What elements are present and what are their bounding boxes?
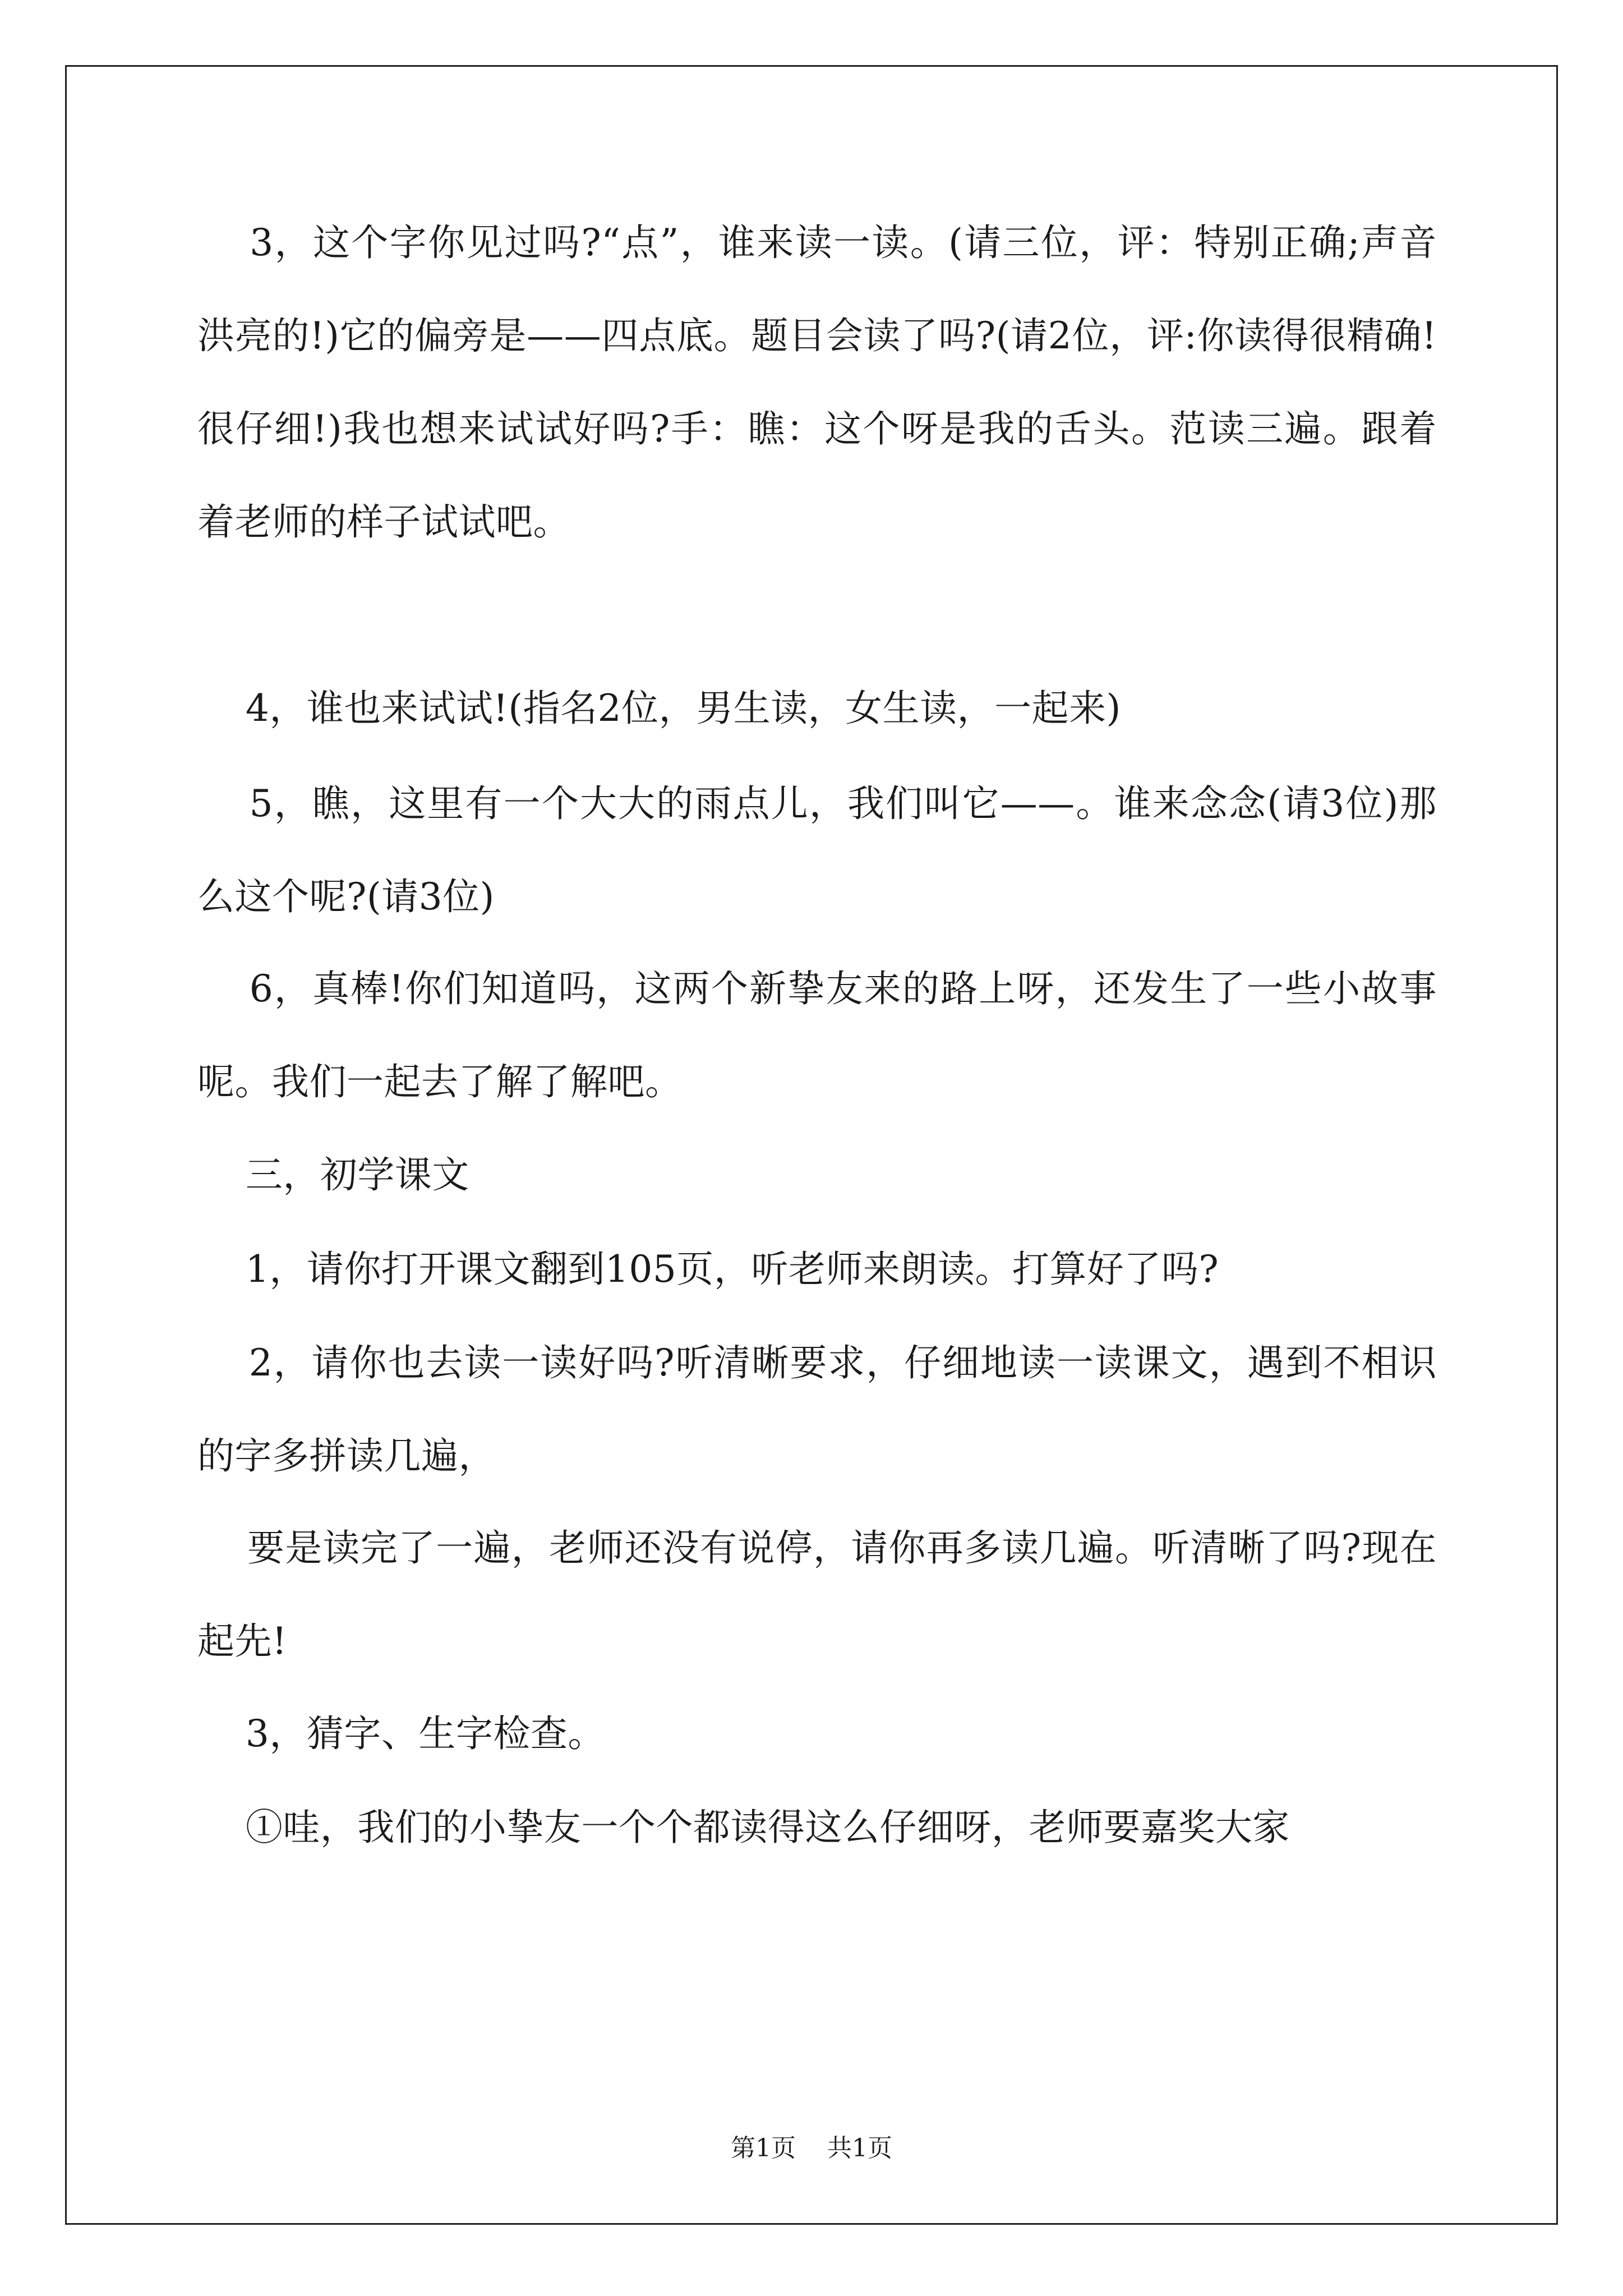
paragraph-4: 6，真棒!你们知道吗，这两个新挚友来的路上呀，还发生了一些小故事呢。我们一起去了解了解吧。 bbox=[197, 967, 1437, 1103]
paragraph-3: 5，瞧，这里有一个大大的雨点儿，我们叫它——。谁来念念(请3位)那么这个呢?(请3位) bbox=[197, 782, 1437, 918]
paragraph-9: ①哇，我们的小挚友一个个都读得这么仔细呀，老师要嘉奖大家 bbox=[197, 1806, 1290, 1849]
section-heading: 三，初学课文 bbox=[197, 1153, 469, 1197]
paragraph-2: 4，谁也来试试!(指名2位，男生读，女生读，一起来) bbox=[197, 687, 1121, 730]
paragraph-1: 3，这个字你见过吗?“点”，谁来读一读。(请三位，评：特别正确;声音洪亮的!)它的偏旁是——四点底。题目会读了吗?(请2位，评:你读得很精确!很仔细!)我也想来试试好吗?手：瞧：这个呀是我的舌头。范读三遍。跟着着老师的样子试试吧。 bbox=[197, 221, 1437, 544]
paragraph-7: 要是读完了一遍，老师还没有说停，请你再多读几遍。听清晰了吗?现在起先! bbox=[197, 1526, 1437, 1663]
paragraph-5: 1，请你打开课文翻到105页，听老师来朗读。打算好了吗? bbox=[197, 1248, 1219, 1291]
paragraph-6: 2，请你也去读一读好吗?听清晰要求，仔细地读一读课文，遇到不相识的字多拼读几遍， bbox=[197, 1341, 1437, 1478]
page-number-total: 共1页 bbox=[827, 2134, 892, 2162]
paragraph-8: 3，猜字、生字检查。 bbox=[197, 1712, 605, 1755]
page-number-current: 第1页 bbox=[731, 2134, 796, 2162]
page-footer bbox=[0, 2132, 1623, 2165]
